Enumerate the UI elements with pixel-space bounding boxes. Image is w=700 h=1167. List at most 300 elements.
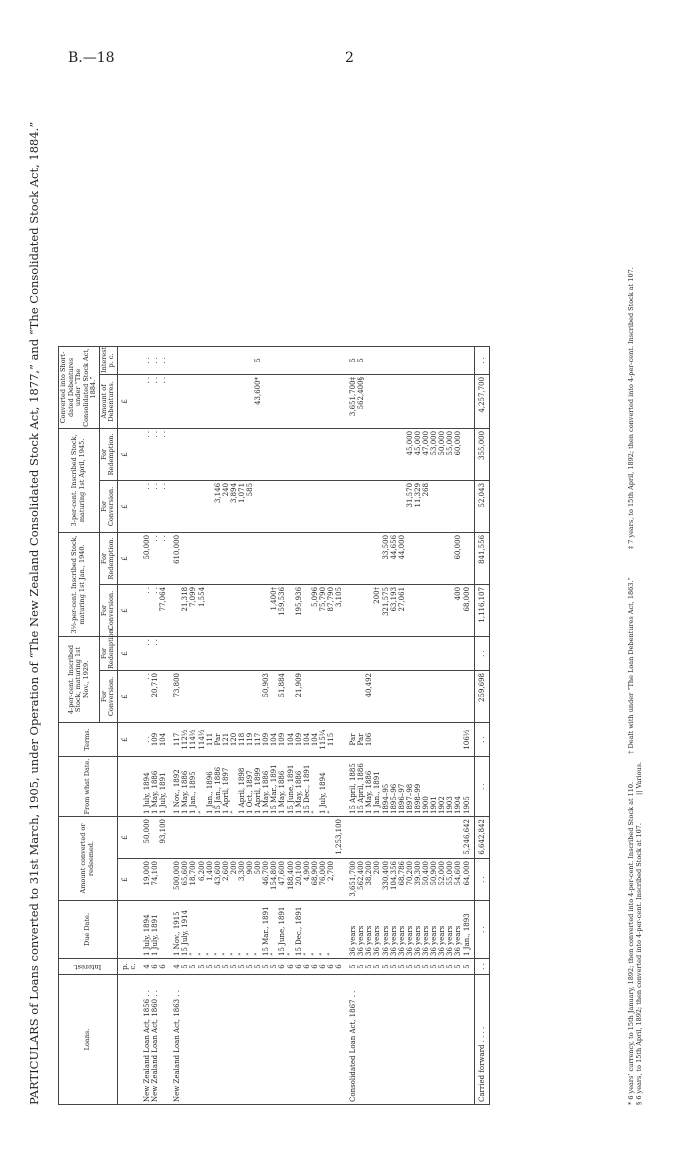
carried-35pc-redemption: 841,556 (474, 532, 489, 584)
stock-3pc-conversion-value (287, 483, 295, 530)
stock-35pc-conversion-value: 7,099 (189, 586, 198, 608)
stock-35pc-redemption-value (406, 535, 414, 582)
stock-3pc-redemption-cell (140, 428, 170, 480)
stock-35pc-conversion-value (430, 587, 438, 634)
due-value: 15 July, 1914 (181, 910, 190, 956)
stock-4pc-conversion-value (390, 673, 398, 720)
from-value: 1895–96 (389, 783, 398, 814)
stock-4pc-conversion-value (254, 673, 262, 720)
stock-3pc-conversion-value (390, 483, 398, 530)
from-value: 1 May, 1886 (262, 770, 271, 814)
stock-3pc-conversion-value (189, 483, 197, 530)
interest-cell (346, 959, 474, 975)
section-spacer (170, 16, 346, 346)
subtotal-value (398, 819, 406, 856)
amount-value: 47,600 (278, 861, 287, 886)
terms-value: 114½ (197, 729, 206, 750)
interest-value: 5 (389, 964, 398, 969)
debentures-interest-value (270, 349, 278, 372)
table-body (117, 16, 474, 1104)
stock-4pc-conversion-value (198, 673, 206, 720)
stock-4pc-conversion-value (327, 673, 335, 720)
stock-4pc-redemption-value (287, 639, 295, 668)
loans-value: Consolidated Loan Act, 1867 . . (349, 990, 358, 1102)
debentures-amount-cell (346, 374, 474, 428)
stock-3pc-conversion-cell (170, 480, 346, 532)
due-value: ” (270, 952, 279, 956)
stock-35pc-conversion-value: 27,061 (397, 586, 406, 612)
debentures-interest-value (382, 349, 390, 372)
due-cell (346, 901, 474, 959)
for-conversion-header: For Conversion. (99, 480, 117, 532)
stock-4pc-conversion-value (222, 673, 230, 720)
terms-value: 120 (229, 732, 238, 747)
stock-3pc-redemption-value (206, 431, 214, 478)
group-3pc-header: 3-per-cent. Inscribed Stock, maturing 1st April, 1945. (59, 428, 100, 532)
interest-value: 5 (213, 964, 222, 969)
debentures-interest-value (327, 349, 335, 372)
loan-section-row (140, 16, 170, 1104)
stock-4pc-redemption-value (319, 639, 327, 668)
stock-35pc-conversion-value: 75,790 (318, 586, 327, 612)
terms-value (373, 725, 381, 754)
interest-value: 5 (405, 964, 414, 969)
due-value: 36 years (438, 925, 447, 956)
subtotal-value (181, 819, 189, 856)
stock-3pc-redemption-value (254, 431, 262, 478)
from-cell (170, 756, 346, 816)
footnote: † Dealt with under “The Loan Debentures Act, 1863.” (627, 577, 635, 754)
stock-3pc-conversion-value (398, 483, 406, 530)
stock-35pc-redemption-value (238, 535, 246, 582)
units-cell (117, 346, 140, 374)
stock-35pc-redemption-value (222, 535, 230, 582)
interest-value: 6 (151, 964, 160, 969)
stock-35pc-redemption-value: 44,656 (389, 534, 398, 560)
subtotal-value (189, 819, 197, 856)
from-cell (140, 756, 170, 816)
subtotal-value (406, 819, 414, 856)
interest-value: 5 (181, 964, 190, 969)
terms-value: 118 (237, 732, 246, 747)
subtotal-value (349, 819, 357, 856)
stock-4pc-conversion-value (206, 673, 214, 720)
due-cell (140, 901, 170, 959)
debentures-amount-value (214, 377, 222, 426)
group-4pc-header: 4-per-cent. Inscribed Stock, maturing 1st Nov., 1929. (59, 636, 100, 722)
loans-cell (346, 975, 474, 1105)
carried-label: Carried forward . . . . (474, 975, 489, 1105)
stock-3pc-redemption-value (198, 431, 206, 478)
interest-value: 6 (302, 964, 311, 969)
stock-3pc-redemption-value (189, 431, 197, 478)
stock-4pc-conversion-value (349, 673, 357, 720)
subtotal-value (173, 819, 181, 856)
from-value: 1894–95 (381, 783, 390, 814)
stock-3pc-conversion-value (303, 483, 311, 530)
stock-4pc-redemption-value (303, 639, 311, 668)
stock-3pc-conversion-value: . . (142, 482, 151, 490)
units-pound: £ (117, 428, 140, 480)
stock-35pc-conversion-value: 400 (454, 586, 463, 601)
stock-4pc-conversion-value (438, 673, 446, 720)
for-redemption-header: For Redemption. (99, 532, 117, 584)
from-value: 15 Jan., 1886 (213, 766, 222, 814)
section-spacer (346, 16, 474, 346)
subtotal-value (311, 819, 319, 856)
units-pound: £ (117, 670, 140, 722)
subtotal-value (278, 819, 286, 856)
stock-35pc-redemption-value (214, 535, 222, 582)
debentures-amount-value: 3,651,700‡ (349, 376, 358, 417)
stock-3pc-conversion-value (446, 483, 454, 530)
interest-value: 4 (173, 964, 182, 969)
stock-35pc-conversion-value (222, 587, 230, 634)
stock-35pc-redemption-value (335, 535, 343, 582)
debentures-amount-value: . . (159, 376, 168, 384)
terms-value (414, 725, 422, 754)
stock-35pc-conversion-cell (140, 584, 170, 636)
due-value: 36 years (397, 925, 406, 956)
stock-4pc-conversion-value (270, 673, 278, 720)
stock-4pc-conversion-value (463, 673, 471, 720)
stock-35pc-redemption-value (365, 535, 373, 582)
stock-35pc-redemption-value (198, 535, 206, 582)
stock-3pc-redemption-value (303, 431, 311, 478)
debentures-interest-value: 5 (254, 358, 263, 363)
amount-header: Amount converted or redeemed. (59, 816, 118, 900)
stock-35pc-conversion-value (406, 587, 414, 634)
stock-4pc-redemption-value (246, 639, 254, 668)
from-value: 1 July, 1894 (142, 772, 151, 814)
stock-35pc-conversion-value (422, 587, 430, 634)
debentures-interest-value (303, 349, 311, 372)
debentures-interest-value (446, 349, 454, 372)
from-value: 1 April, 1897 (221, 767, 230, 814)
stock-4pc-conversion-value (406, 673, 414, 720)
stock-3pc-redemption-value (214, 431, 222, 478)
terms-value: 104 (310, 732, 319, 747)
stock-3pc-redemption-value: 47,000 (422, 430, 431, 456)
debentures-amount-value (414, 377, 422, 426)
due-value: 36 years (422, 925, 431, 956)
due-header: Due Date. (59, 901, 118, 959)
stock-3pc-redemption-value (246, 431, 254, 478)
spacer-header (59, 16, 118, 346)
interest-cell (140, 959, 170, 975)
subtotal-value (230, 819, 238, 856)
carried-3pc-redemption: 355,000 (474, 428, 489, 480)
stock-35pc-conversion-value (446, 587, 454, 634)
subtotal-value (270, 819, 278, 856)
from-value: ” (229, 810, 238, 814)
debentures-amount-value: 43,600* (254, 376, 263, 405)
stock-4pc-redemption-value (254, 639, 262, 668)
amount-value: 70,200 (405, 861, 414, 886)
units-cell (117, 975, 140, 1105)
from-value: 1 April, 1899 (254, 767, 263, 814)
stock-35pc-redemption-value: 50,000 (142, 534, 151, 560)
stock-4pc-redemption-value (262, 639, 270, 668)
from-value: 1 Jan., 1891 (373, 771, 382, 814)
stock-35pc-redemption-cell (346, 532, 474, 584)
debentures-interest-value (390, 349, 398, 372)
subtotal-cell (140, 816, 170, 858)
terms-value: 104 (302, 732, 311, 747)
debentures-interest-value (214, 349, 222, 372)
stock-4pc-redemption-value (159, 639, 167, 668)
debentures-interest-value (430, 349, 438, 372)
stock-4pc-redemption-value (238, 639, 246, 668)
debentures-interest-value (414, 349, 422, 372)
stock-3pc-redemption-value (238, 431, 246, 478)
from-value: 1 May, 1886 (365, 770, 374, 814)
amount-value: 1,400 (205, 861, 214, 882)
interest-value: 5 (229, 964, 238, 969)
amount-value: 18,700 (189, 861, 198, 886)
amount-value: 52,000 (438, 861, 447, 886)
due-value: 36 years (373, 925, 382, 956)
stock-35pc-redemption-value (270, 535, 278, 582)
subtotal-value (327, 819, 335, 856)
stock-3pc-conversion-cell (346, 480, 474, 532)
amount-value: 500 (254, 861, 263, 875)
stock-4pc-redemption-value (173, 639, 181, 668)
carried-total: 6,642,842 (474, 816, 489, 858)
page-number: 2 (345, 50, 354, 66)
amount-value: 200 (229, 861, 238, 875)
stock-35pc-redemption-value (357, 535, 365, 582)
stock-4pc-conversion-value (303, 673, 311, 720)
debentures-amount-value (406, 377, 414, 426)
due-value: ” (237, 952, 246, 956)
stock-35pc-redemption-value (295, 535, 303, 582)
stock-35pc-redemption-value (303, 535, 311, 582)
footnote: || Various. (634, 761, 643, 795)
loan-section-row (346, 16, 474, 1104)
amount-value: 50,900 (430, 861, 439, 886)
for-redemption-header: For Redemption. (99, 636, 117, 670)
due-value: ” (246, 952, 255, 956)
stock-4pc-conversion-value (382, 673, 390, 720)
interest-value: 5 (246, 964, 255, 969)
stock-3pc-redemption-value: 53,000 (430, 430, 439, 456)
amount-value: 3,300 (237, 861, 246, 882)
terms-value (382, 725, 390, 754)
terms-value (446, 725, 454, 754)
from-value: 1 Jan., 1895 (189, 771, 198, 814)
units-pound: £ (117, 859, 140, 901)
terms-value (438, 725, 446, 754)
from-value: 15 Mar., 1891 (270, 764, 279, 814)
stock-35pc-conversion-value (287, 587, 295, 634)
interest-value: 6 (310, 964, 319, 969)
amount-value: 54,600 (454, 861, 463, 886)
stock-3pc-conversion-value: 11,329 (413, 482, 422, 508)
due-value: ” (189, 952, 198, 956)
terms-value: 109 (151, 732, 160, 747)
debentures-amount-value (446, 377, 454, 426)
terms-value: 104 (270, 732, 279, 747)
due-value: 36 years (357, 925, 366, 956)
stock-4pc-redemption-value (198, 639, 206, 668)
stock-35pc-conversion-value (254, 587, 262, 634)
terms-value: 112½ (181, 729, 190, 750)
due-value: 1 July, 1891 (151, 914, 160, 956)
footnote: ‡ 7 years, to 15th April, 1892; then converted into 4-per-cent. Inscribed Stock at 107. (627, 267, 635, 550)
stock-4pc-conversion-value: 73,800 (173, 672, 182, 698)
stock-4pc-conversion-value (246, 673, 254, 720)
stock-4pc-conversion-value: 40,492 (365, 672, 374, 698)
stock-35pc-conversion-value (238, 587, 246, 634)
due-value (159, 903, 167, 956)
stock-35pc-conversion-value (206, 587, 214, 634)
stock-3pc-redemption-value (349, 431, 357, 478)
loans-header: Loans. (59, 975, 118, 1105)
interest-value: 6 (318, 964, 327, 969)
subtotal-value (214, 819, 222, 856)
debentures-amount-value (222, 377, 230, 426)
stock-35pc-conversion-value (414, 587, 422, 634)
terms-value (430, 725, 438, 754)
stock-3pc-redemption-value (295, 431, 303, 478)
stock-4pc-redemption-value (214, 639, 222, 668)
stock-35pc-redemption-value: . . (151, 534, 160, 542)
subtotal-value (390, 819, 398, 856)
debentures-interest-value (463, 349, 471, 372)
stock-4pc-redemption-value (181, 639, 189, 668)
stock-3pc-redemption-value (319, 431, 327, 478)
subtotal-value: 5,246,642 (462, 818, 471, 855)
from-value: ” (197, 810, 206, 814)
stock-35pc-redemption-value: 610,000 (173, 534, 182, 564)
stock-35pc-redemption-value (430, 535, 438, 582)
units-pound: £ (117, 374, 140, 428)
debentures-amount-value (173, 377, 181, 426)
stock-35pc-redemption-value (278, 535, 286, 582)
units-pound: £ (117, 722, 140, 756)
from-value: 1 May, 1886 (181, 770, 190, 814)
stock-4pc-redemption-value (230, 639, 238, 668)
stock-4pc-redemption-value (446, 639, 454, 668)
debentures-interest-value (438, 349, 446, 372)
loans-value: New Zealand Loan Act, 1856 . . (142, 989, 151, 1102)
units-cell (117, 901, 140, 959)
interest-value: 5 (446, 964, 455, 969)
debentures-amount-cell (140, 374, 170, 428)
interest-value: 5 (189, 964, 198, 969)
subtotal-value (446, 819, 454, 856)
debentures-interest-value (406, 349, 414, 372)
subtotal-value (254, 819, 262, 856)
from-value (335, 759, 343, 814)
stock-35pc-conversion-value (357, 587, 365, 634)
stock-3pc-redemption-value: 45,000 (405, 430, 414, 456)
stock-3pc-conversion-value: . . (159, 482, 168, 490)
stock-3pc-redemption-value (181, 431, 189, 478)
stock-4pc-redemption-value (311, 639, 319, 668)
stock-35pc-conversion-value: 87,790 (327, 586, 335, 612)
from-value: 1 Oct., 1897 (246, 770, 255, 814)
interest-value: 5 (270, 964, 279, 969)
units-row (117, 16, 140, 1104)
stock-4pc-conversion-value (181, 673, 189, 720)
loans-cell (170, 975, 346, 1105)
debentures-amount-value (303, 377, 311, 426)
units-pc: p. c. (117, 959, 140, 975)
due-value: 15 June, 1891 (278, 906, 287, 956)
stock-3pc-redemption-value (327, 431, 335, 478)
stock-3pc-redemption-value (278, 431, 286, 478)
interest-value: 5 (254, 964, 263, 969)
interest-value: 5 (237, 964, 246, 969)
subtotal-value (365, 819, 373, 856)
stock-3pc-redemption-value (463, 431, 471, 478)
stock-3pc-conversion-value (319, 483, 327, 530)
units-cell (117, 756, 140, 816)
units-pound: £ (117, 584, 140, 636)
subtotal-value (287, 819, 295, 856)
subtotal-value (198, 819, 206, 856)
from-cell (346, 756, 474, 816)
stock-35pc-conversion-value: 321,575 (381, 586, 390, 616)
interest-value: 6 (159, 964, 168, 969)
loans-value: New Zealand Loan Act, 1863 . . (173, 989, 182, 1102)
debentures-amount-value: . . (142, 376, 151, 384)
stock-35pc-conversion-value: 5,096 (310, 586, 319, 608)
stock-3pc-redemption-value (262, 431, 270, 478)
stock-3pc-redemption-value: 60,000 (454, 430, 463, 456)
carried-amount: . . (474, 859, 489, 901)
units-pound: £ (117, 480, 140, 532)
terms-value: 115 (327, 732, 335, 747)
stock-4pc-conversion-value: 20,710 (151, 672, 160, 698)
loans-table (58, 16, 490, 1105)
stock-4pc-redemption-value (189, 639, 197, 668)
interest-value: 5 (357, 964, 366, 969)
stock-4pc-redemption-cell (140, 636, 170, 670)
due-value: 1 Jan., 1893 (462, 913, 471, 956)
debentures-interest-value (398, 349, 406, 372)
terms-cell (140, 722, 170, 756)
terms-value (422, 725, 430, 754)
carried-35pc-conversion: 1,116,107 (474, 584, 489, 636)
subtotal-value (319, 819, 327, 856)
stock-3pc-conversion-cell (140, 480, 170, 532)
stock-35pc-redemption-value (463, 535, 471, 582)
stock-4pc-redemption-value (454, 639, 462, 668)
stock-4pc-redemption-value (349, 639, 357, 668)
amount-value: 3,651,700 (349, 861, 358, 897)
debentures-interest-value (287, 349, 295, 372)
terms-value: 109 (294, 732, 303, 747)
subtotal-value (206, 819, 214, 856)
stock-4pc-conversion-value (430, 673, 438, 720)
stock-35pc-conversion-value (214, 587, 222, 634)
amount-cell (346, 859, 474, 901)
debentures-interest-value (189, 349, 197, 372)
stock-4pc-conversion-value (319, 673, 327, 720)
stock-35pc-redemption-value (438, 535, 446, 582)
stock-3pc-conversion-value (327, 483, 335, 530)
from-value: ” (327, 810, 335, 814)
debentures-amount-value (189, 377, 197, 426)
carried-3pc-conversion: 52,043 (474, 480, 489, 532)
debentures-amount-value (327, 377, 335, 426)
stock-35pc-conversion-value: 77,064 (159, 586, 168, 612)
due-value: ” (286, 952, 295, 956)
stock-3pc-conversion-value (181, 483, 189, 530)
